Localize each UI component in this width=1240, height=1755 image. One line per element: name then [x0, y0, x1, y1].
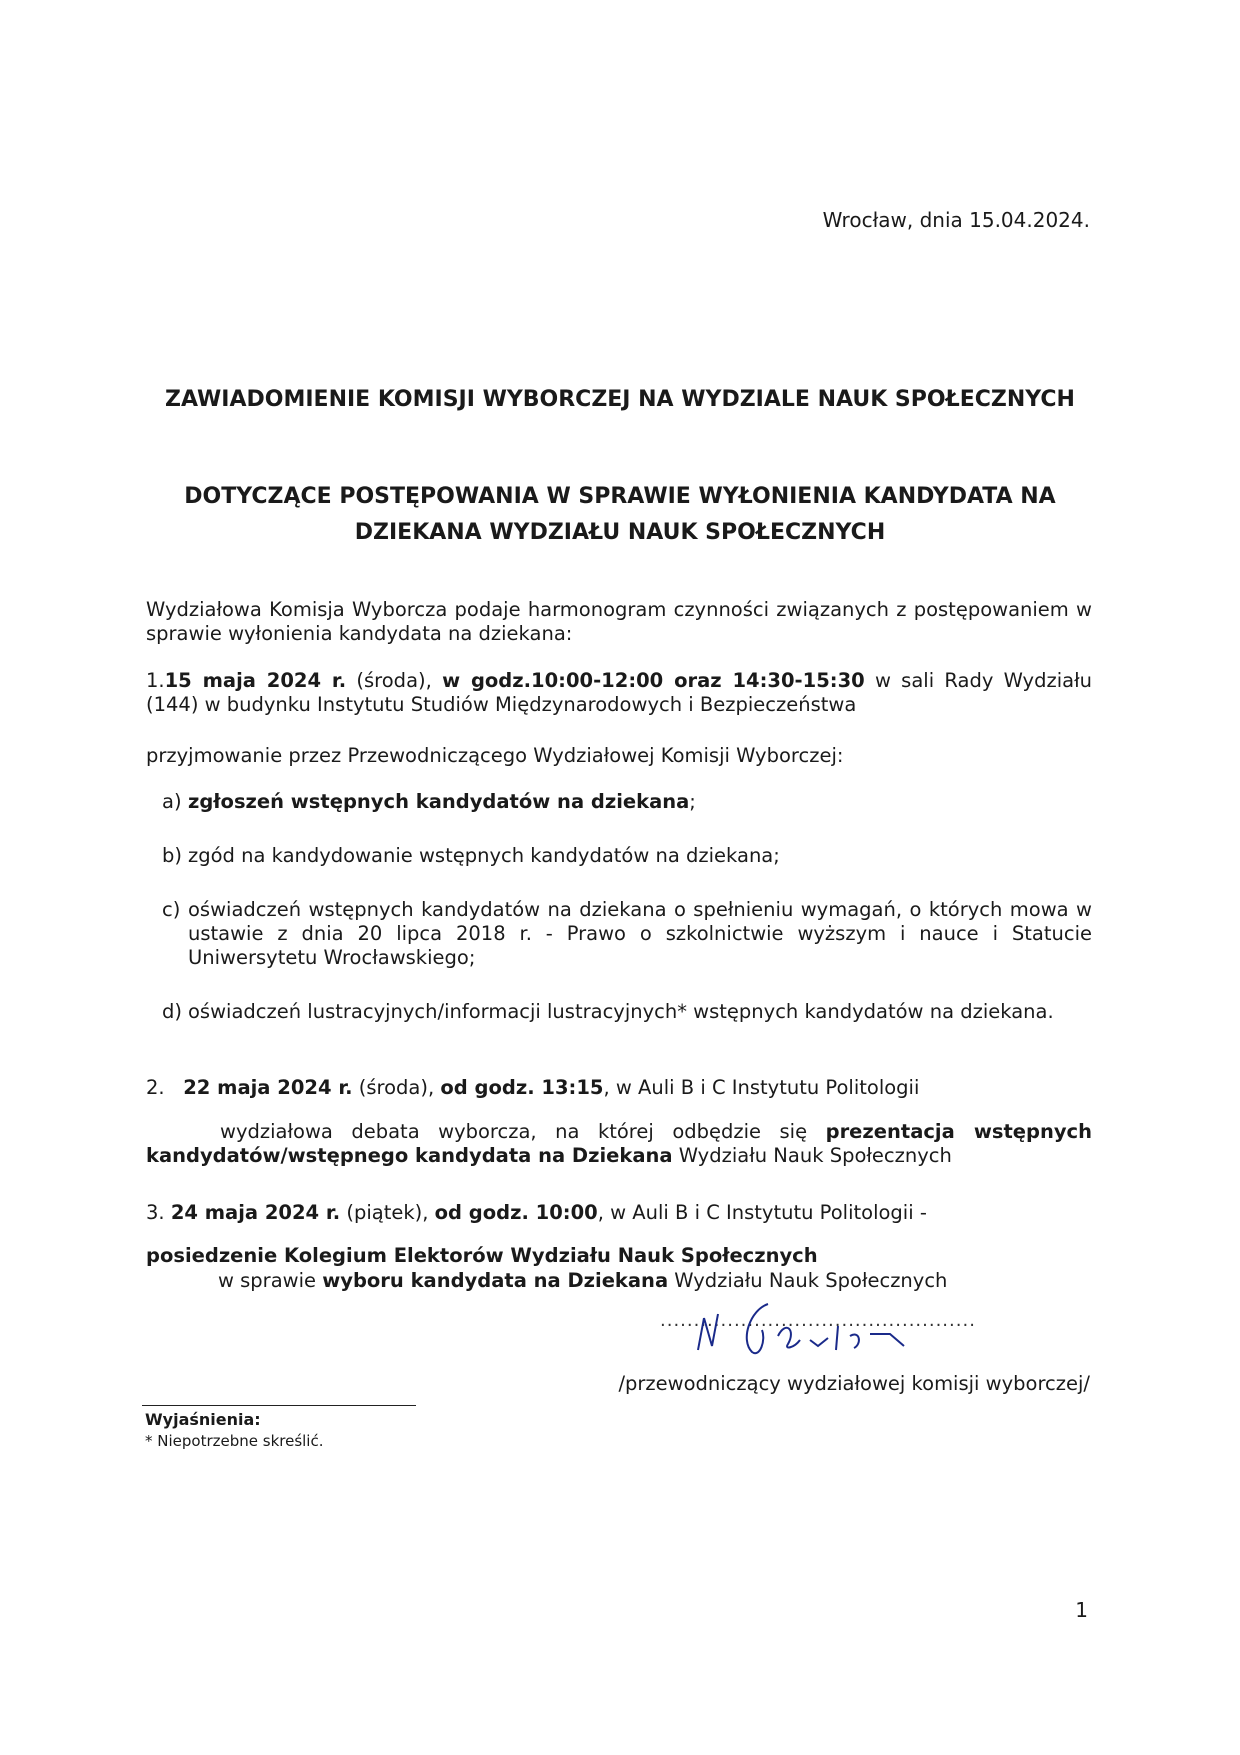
list-label: a) — [162, 790, 182, 813]
list-text: zgód na kandydowanie wstępnych kandydatów na dziekana; — [188, 844, 780, 867]
point-2-desc-a: wydziałowa debata wyborcza, na której odbędzie się — [220, 1120, 826, 1143]
point-1 — [146, 669, 1092, 717]
point-3-date: 24 maja 2024 r. — [170, 1201, 341, 1224]
point-3-line-3 — [218, 1269, 1164, 1293]
list-item-a — [162, 790, 1092, 814]
list-text: zgłoszeń wstępnych kandydatów na dziekana — [188, 790, 690, 813]
list-item-c — [162, 898, 1092, 970]
point-3-line-2-text: posiedzenie Kolegium Elektorów Wydziału Nauk Społecznych — [146, 1244, 818, 1267]
point-2-place: , w Auli B i C Instytutu Politologii — [603, 1076, 920, 1099]
list-text: oświadczeń lustracyjnych/informacji lustracyjnych* wstępnych kandydatów na dziekana. — [188, 1000, 1054, 1023]
point-3-line-3-b: wyboru kandydata na Dziekana — [322, 1269, 669, 1292]
list-label: c) — [162, 898, 181, 921]
point-3-day: (piątek), — [340, 1201, 435, 1224]
point-2-time: od godz. 13:15 — [440, 1076, 604, 1099]
intro-paragraph: Wydziałowa Komisja Wyborcza podaje harmonogram czynności związanych z postępowaniem w sprawie wyłonienia kandydata na dziekana: — [146, 598, 1092, 645]
point-1-day: (środa), — [346, 669, 443, 692]
point-1-place: w sali Rady Wydziału (144) w budynku Instytutu Studiów Międzynarodowych i Bezpieczeństwa — [146, 669, 1092, 716]
point-2-description — [146, 1120, 1092, 1168]
point-2 — [146, 1076, 1092, 1100]
main-title: ZAWIADOMIENIE KOMISJI WYBORCZEJ NA WYDZIALE NAUK SPOŁECZNYCH — [165, 387, 1075, 412]
signature-caption: /przewodniczący wydziałowej komisji wyborczej/ — [618, 1372, 1090, 1395]
date-line: Wrocław, dnia 15.04.2024. — [822, 208, 1090, 232]
point-2-day: (środa), — [352, 1076, 441, 1099]
list-item-b — [162, 844, 1092, 868]
point-1-number: 1. — [146, 669, 165, 692]
point-3-time: od godz. 10:00 — [434, 1201, 598, 1224]
accept-line: przyjmowanie przez Przewodniczącego Wydziałowej Komisji Wyborczej: — [146, 744, 844, 767]
point-3-number: 3. — [146, 1201, 165, 1224]
page-number: 1 — [1075, 1598, 1088, 1622]
signature-dots: ............................................... — [660, 1310, 976, 1331]
notes-text: * Niepotrzebne skreślić. — [145, 1432, 324, 1450]
point-2-desc-b: prezentacja wstępnych kandydatów/wstępnego kandydata na Dziekana — [146, 1120, 1093, 1167]
point-3-line-3-c: Wydziału Nauk Społecznych — [668, 1269, 948, 1292]
point-3-place: , w Auli B i C Instytutu Politologii - — [597, 1201, 927, 1224]
point-3-line-3-a: w sprawie — [218, 1269, 323, 1292]
list-suffix: ; — [689, 790, 696, 813]
point-2-date: 22 maja 2024 r. — [183, 1076, 353, 1099]
list-label: b) — [162, 844, 182, 867]
point-1-time: w godz.10:00-12:00 oraz 14:30-15:30 — [442, 669, 865, 692]
notes-heading: Wyjaśnienia: — [145, 1410, 261, 1429]
footnote-divider — [142, 1405, 416, 1406]
handwritten-signature — [690, 1300, 940, 1360]
point-2-desc-c: Wydziału Nauk Społecznych — [672, 1144, 952, 1167]
point-2-number: 2. — [146, 1076, 165, 1099]
list-item-d — [162, 1000, 1092, 1024]
point-1-date: 15 maja 2024 r. — [164, 669, 347, 692]
sub-title: DOTYCZĄCE POSTĘPOWANIA W SPRAWIE WYŁONIENIA KANDYDATA NA DZIEKANA WYDZIAŁU NAUK SPOŁECZNYCH — [184, 484, 1056, 545]
point-3-line-2 — [146, 1244, 1092, 1268]
list-text: oświadczeń wstępnych kandydatów na dziekana o spełnieniu wymagań, o których mowa w ustawie z dnia 20 lipca 2018 r. - Prawo o szkolnictwie wyższym i nauce i Statucie Uniwersytetu Wrocławskiego; — [188, 898, 1092, 969]
list-label: d) — [162, 1000, 182, 1023]
point-3 — [146, 1201, 1092, 1225]
